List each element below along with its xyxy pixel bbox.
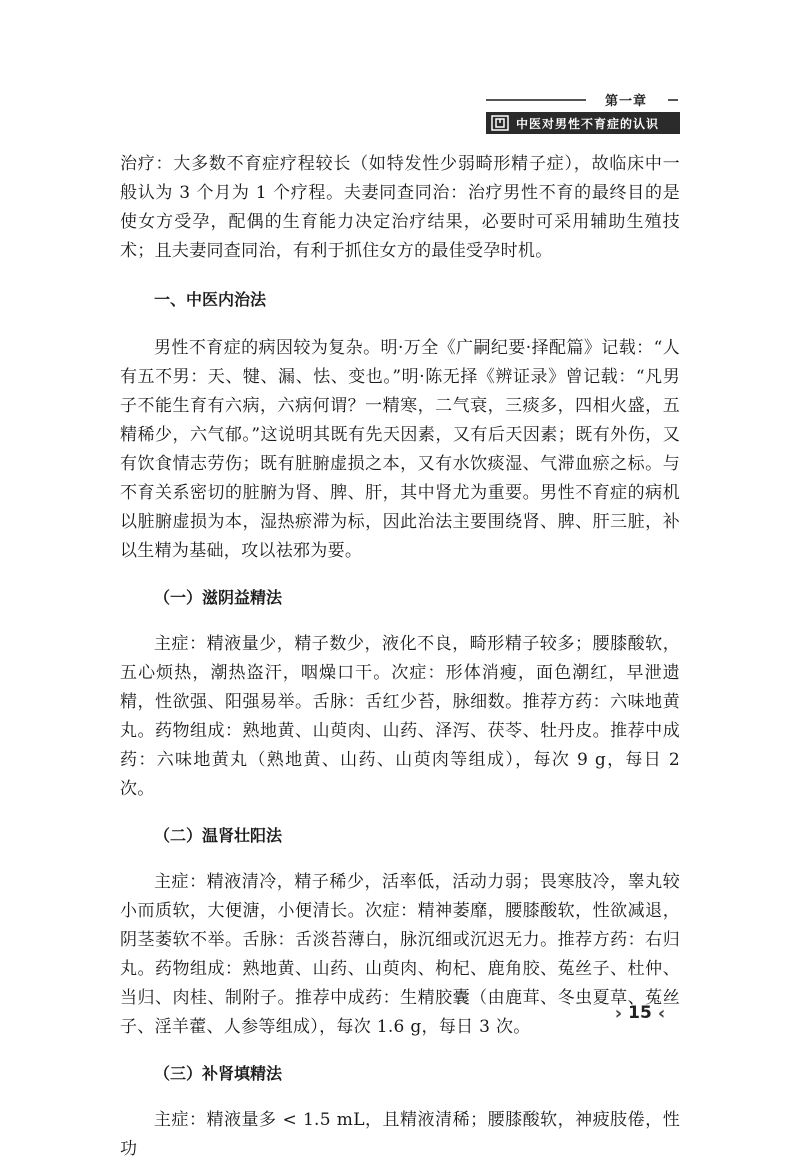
chapter-label: 第一章 xyxy=(604,93,647,109)
subsection-heading-nourish-yin: （一）滋阴益精法 xyxy=(154,588,283,607)
subsection-heading-tonify-kidney: （三）补肾填精法 xyxy=(154,1064,283,1083)
chapter-banner-line-left xyxy=(486,99,586,101)
chapter-banner-line-right xyxy=(668,99,678,101)
page-body xyxy=(120,150,680,1164)
chapter-banner xyxy=(578,88,674,110)
paragraph-warm-kidney: 主症：精液清冷，精子稀少，活率低，活动力弱；畏寒肢冷，睾丸较小而质软，大便溏，小便清长。次症：精神萎靡，腰膝酸软，性欲减退，阴茎萎软不举。舌脉：舌淡苔薄白，脉沉细或沉迟无力。推荐方药：右归丸。药物组成：熟地黄、山药、山萸肉、枸杞、鹿角胶、菟丝子、杜仲、当归、肉桂、制附子。推荐中成药：生精胶囊（由鹿茸、冬虫夏草、菟丝子、淫羊藿、人参等组成），每次 1.6 g，每日 3 次。 xyxy=(120,872,680,1037)
paragraph-treatment-course: 治疗：大多数不育症疗程较长（如特发性少弱畸形精子症），故临床中一般认为 3 个月为 1 个疗程。夫妻同查同治：治疗男性不育的最终目的是使女方受孕，配偶的生育能力决定治疗结果，必要时可采用辅助生殖技术；且夫妻同查同治，有利于抓住女方的最佳受孕时机。 xyxy=(120,154,680,261)
key-pattern-icon xyxy=(490,115,510,131)
paragraph-etiology: 男性不育症的病因较为复杂。明·万全《广嗣纪要·择配篇》记载：“人有五不男：天、犍、漏、怯、变也。”明·陈无择《辨证录》曾记载：“凡男子不能生育有六病，六病何谓？一精寒，二气衰，三痰多，四相火盛，五精稀少，六气郁。”这说明其既有先天因素，又有后天因素；既有外伤，又有饮食情志劳伤；既有脏腑虚损之本，又有水饮痰湿、气滞血瘀之标。与不育关系密切的脏腑为肾、脾、肝，其中肾尤为重要。男性不育症的病机以脏腑虚损为本，湿热瘀滞为标，因此治法主要围绕肾、脾、肝三脏，补以生精为基础，攻以祛邪为要。 xyxy=(120,338,680,561)
page-number-left-ornament: › xyxy=(614,1002,623,1024)
section-heading-internal-treatment: 一、中医内治法 xyxy=(154,290,267,309)
paragraph-nourish-yin: 主症：精液量少，精子数少，液化不良，畸形精子较多；腰膝酸软，五心烦热，潮热盗汗，咽燥口干。次症：形体消瘦，面色潮红，早泄遗精，性欲强、阳强易举。舌脉：舌红少苔，脉细数。推荐方药：六味地黄丸。药物组成：熟地黄、山萸肉、山药、泽泻、茯苓、牡丹皮。推荐中成药：六味地黄丸（熟地黄、山药、山萸肉等组成），每次 9 g，每日 2 次。 xyxy=(120,634,680,799)
chapter-subtitle-bar xyxy=(486,112,680,134)
chapter-subtitle: 中医对男性不育症的认识 xyxy=(516,116,660,131)
page-number-block xyxy=(600,1000,680,1026)
page-number-right-ornament: ‹ xyxy=(657,1002,666,1024)
subsection-heading-warm-kidney: （二）温肾壮阳法 xyxy=(154,826,283,845)
page-number: 15 xyxy=(628,1003,652,1023)
paragraph-tonify-kidney: 主症：精液量多 < 1.5 mL，且精液清稀；腰膝酸软，神疲肢倦，性功 xyxy=(120,1110,680,1159)
